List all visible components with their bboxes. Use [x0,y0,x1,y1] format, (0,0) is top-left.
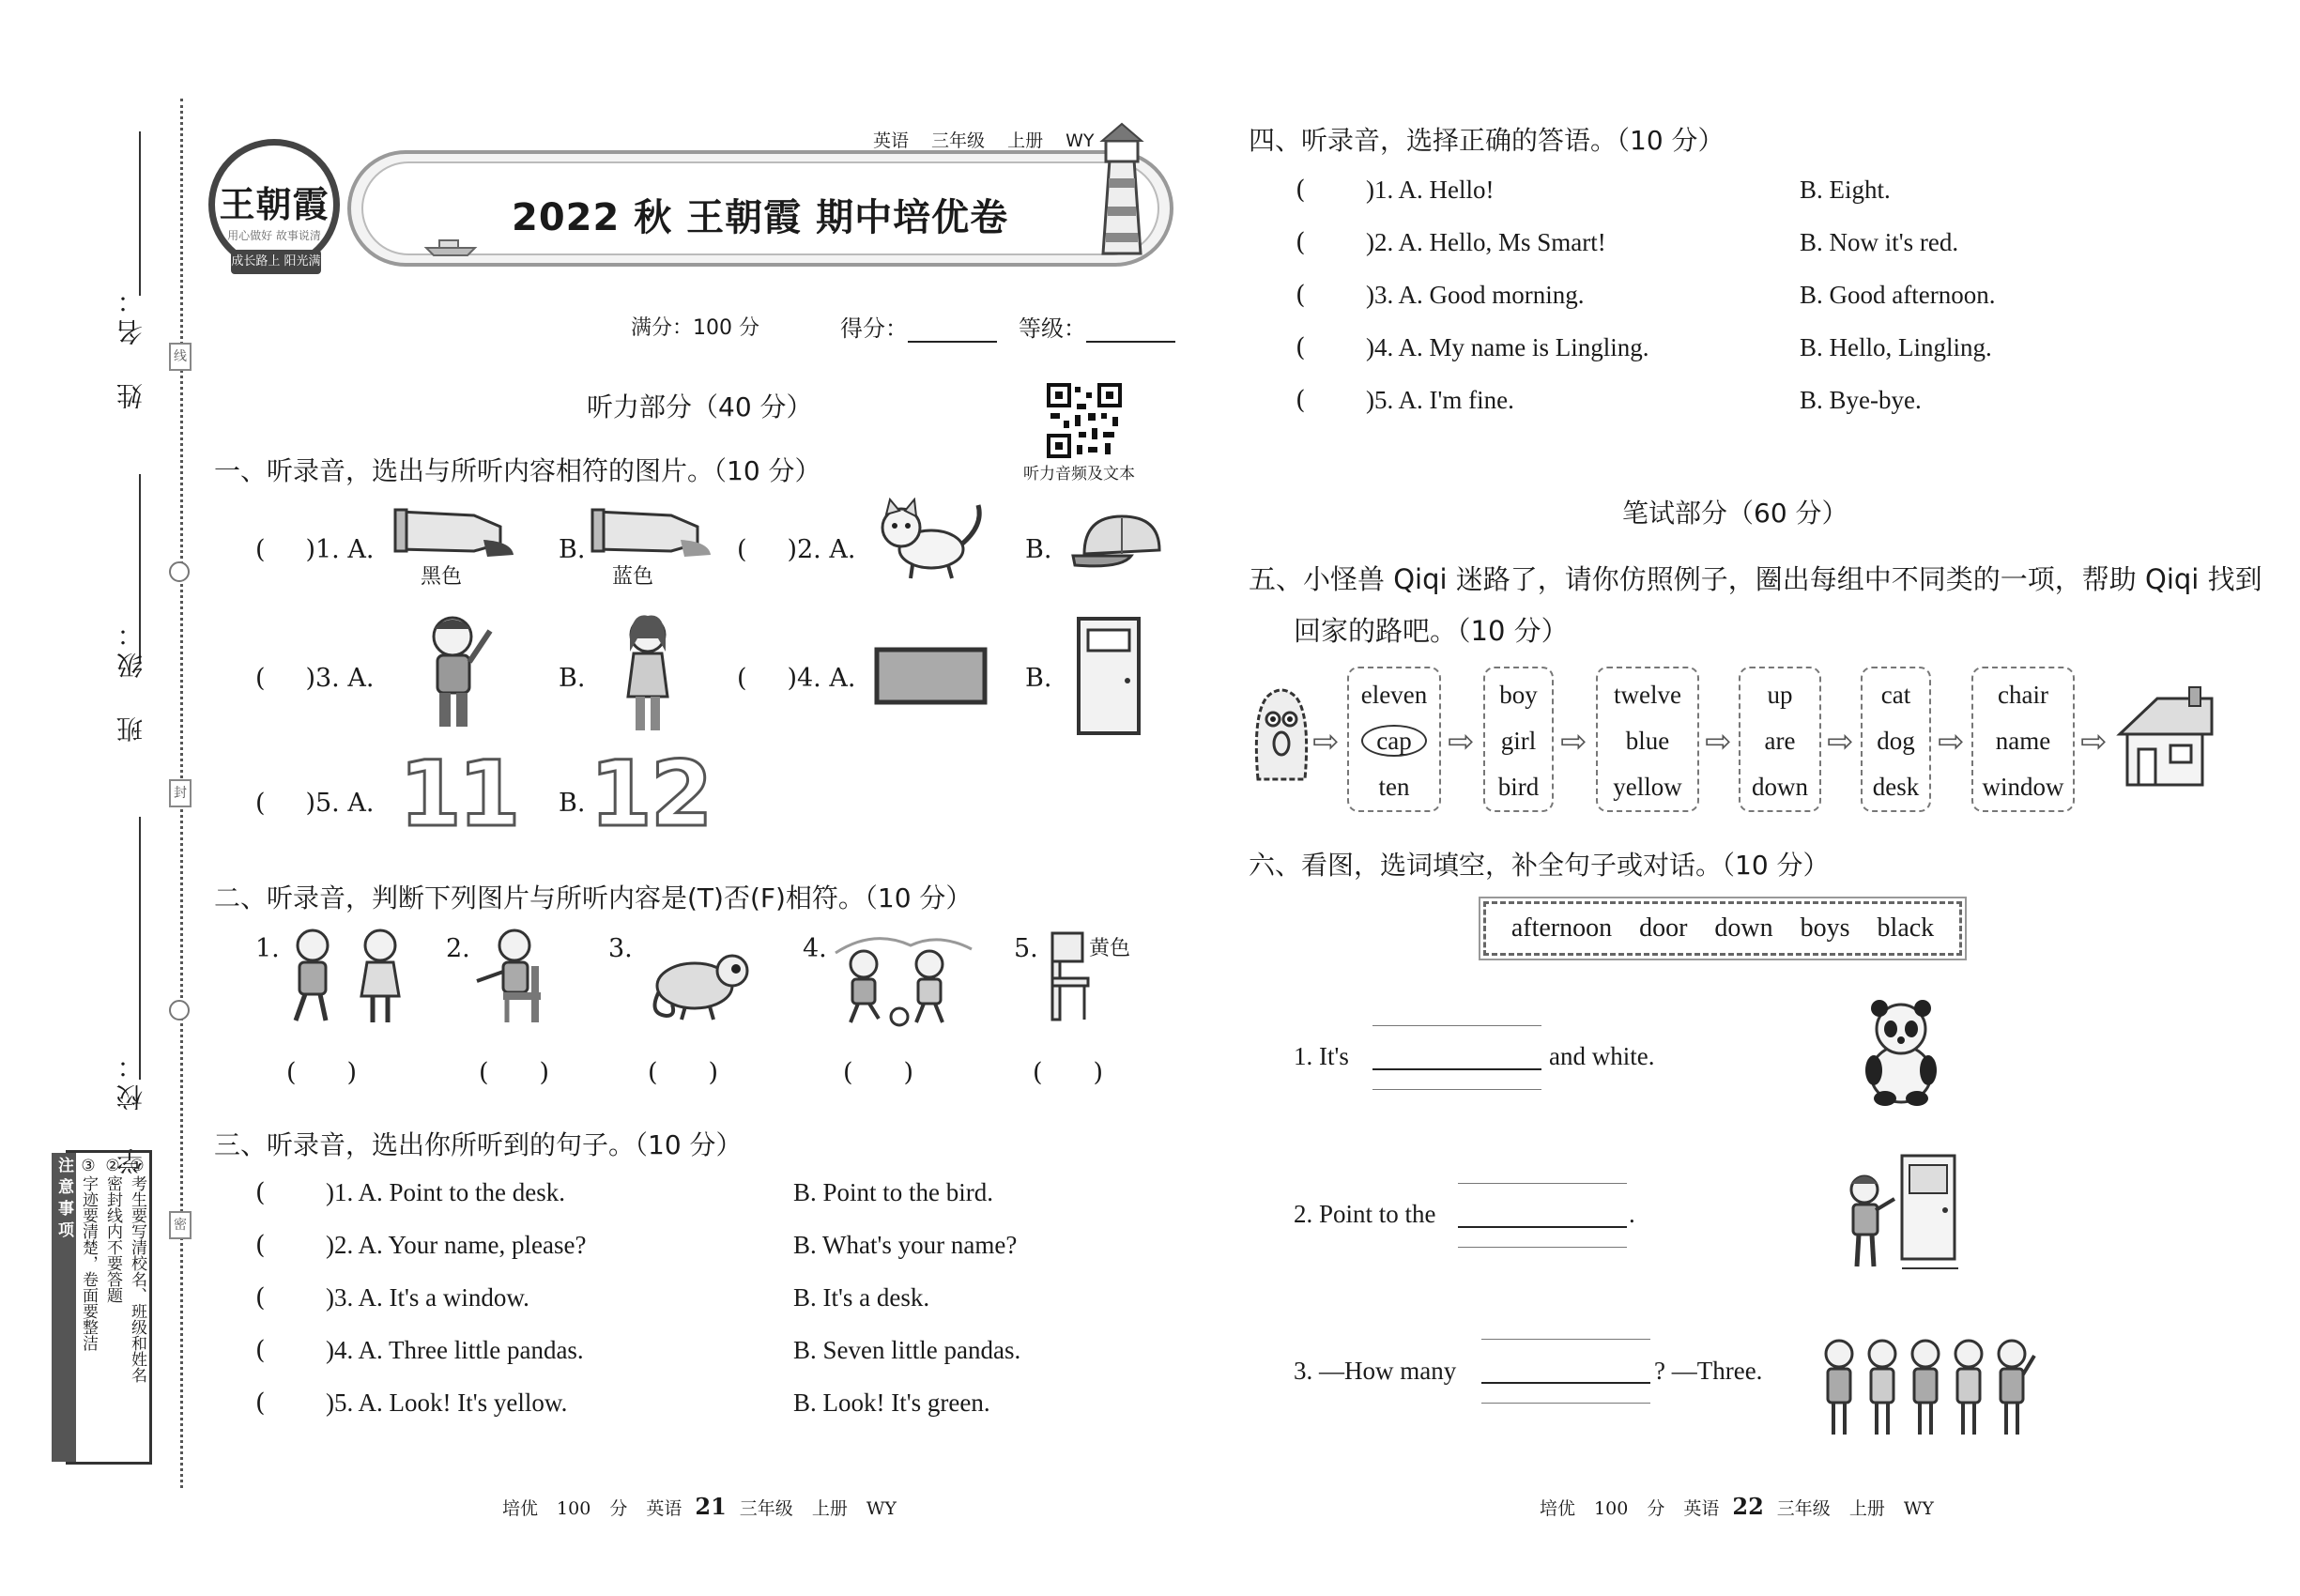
section-2-heading: 二、听录音，判断下列图片与所听内容是(T)否(F)相符。（10 分） [214,882,973,913]
group-of-children-icon [1817,1333,2037,1441]
boat-icon [422,235,479,257]
monster-qiqi-icon [1249,685,1314,789]
s4-option-b: B. Bye-bye. [1800,386,1922,414]
s2-num-2: 2. [446,934,470,963]
q3-prefix: 3. —How many [1294,1357,1457,1385]
s2-num-3: 3. [608,934,633,963]
s3-option-b: B. It's a desk. [793,1283,930,1312]
word-group [1347,667,1441,812]
q3-answer-lines[interactable] [1481,1339,1650,1404]
s4-option-a: )2. A. Hello, Ms Smart! [1366,228,1606,256]
notice-item: ③字迹要清楚，卷面要整洁 [79,1157,98,1351]
s1-item-1: ( )1. A. [255,535,375,564]
two-kids-waving-icon [277,925,408,1028]
s3-option-a: )4. A. Three little pandas. [326,1336,584,1364]
arrow-icon: ⇨ [2080,723,2108,760]
house-icon [2114,685,2217,789]
boys-playing-football-icon [826,925,976,1028]
word[interactable]: up [1767,681,1793,709]
class-label: 班 级： [115,615,146,743]
answer-paren[interactable]: ( [1296,176,1306,205]
lighthouse-icon [1080,122,1164,263]
s1-item-3: ( )3. A. [255,664,375,693]
blackboard-icon[interactable] [873,646,990,707]
s2-num-1: 1. [255,934,280,963]
boy-pointing-door-icon [1840,1150,1962,1272]
black-paint-tube-icon[interactable] [390,502,516,559]
word-circled-example[interactable]: cap [1349,718,1439,764]
name-line [139,131,141,296]
cap-icon[interactable] [1066,507,1173,577]
word[interactable]: desk [1872,773,1920,801]
logo-ribbon: 成长路上 阳光满天 [231,250,321,274]
boy-with-bat-icon[interactable] [413,610,498,737]
q3-suffix: ? —Three. [1654,1357,1763,1385]
arrow-icon: ⇨ [1448,723,1475,760]
s2-paren-5[interactable]: ( ) [1033,1058,1104,1087]
written-heading: 笔试部分（60 分） [1622,498,1848,529]
word-group [1861,667,1931,812]
caption-blue: 蓝色 [612,565,654,589]
page-title: 2022 秋 王朝霞 期中培优卷 [512,196,1009,239]
subject-line: 英语 三年级 上册 WY [873,130,1095,151]
s1-opt-b: B. [1025,664,1052,693]
answer-paren[interactable]: ( [255,1336,266,1365]
school-label: 学 校： [115,1047,146,1174]
answer-paren[interactable]: ( [1296,281,1306,310]
q2-suffix: . [1629,1200,1635,1228]
s4-option-a: )5. A. I'm fine. [1366,386,1514,414]
blue-paint-tube-icon[interactable] [587,502,713,559]
s4-option-b: B. Good afternoon. [1800,281,1996,309]
s4-option-b: B. Hello, Lingling. [1800,333,1992,361]
door-icon[interactable] [1075,615,1145,737]
chair-icon [1047,929,1094,1023]
word[interactable]: bird [1497,773,1540,801]
section-1-heading: 一、听录音，选出与所听内容相符的图片。（10 分） [214,455,821,486]
word-group [1739,667,1821,812]
word[interactable]: cat [1880,681,1911,709]
section-4-heading: 四、听录音，选择正确的答语。（10 分） [1249,125,1725,156]
s4-option-a: )4. A. My name is Lingling. [1366,333,1649,361]
arrow-icon: ⇨ [1705,723,1732,760]
name-label: 姓 名： [115,282,146,409]
qr-caption: 听力音频及文本 [1023,465,1135,483]
word-group [1971,667,2075,812]
word[interactable]: are [1764,727,1796,755]
s1-opt-b: B. [559,789,586,818]
word[interactable]: blue [1625,727,1670,755]
notice-item: ②密封线内不要答题 [103,1157,122,1303]
score-label: 得分： [840,315,908,342]
arrow-icon: ⇨ [1938,723,1965,760]
caption-yellow: 黄色 [1089,937,1131,960]
s3-option-a: )2. A. Your name, please? [326,1231,587,1259]
q1-suffix: and white. [1549,1042,1655,1070]
full-score: 满分：100 分 [631,316,759,340]
section-6-heading: 六、看图，选词填空，补全句子或对话。（10 分） [1249,850,1830,881]
s2-paren-2[interactable]: ( ) [479,1058,550,1087]
answer-paren[interactable]: ( [255,1231,266,1260]
section-5-heading-2: 回家的路吧。（10 分） [1294,615,1569,647]
q1-answer-lines[interactable] [1372,1025,1541,1091]
s2-num-5: 5. [1014,934,1038,963]
s3-option-a: )5. A. Look! It's yellow. [326,1389,568,1417]
s2-paren-4[interactable]: ( ) [843,1058,914,1087]
word[interactable]: girl [1500,727,1537,755]
page-number: 21 [695,1493,727,1520]
answer-paren[interactable]: ( [1296,386,1306,415]
cut-mark-xian: 线 [169,343,192,371]
s1-item-5: ( )5. A. [255,789,375,818]
word[interactable]: yellow [1613,773,1682,801]
s3-option-b: B. Point to the bird. [793,1178,994,1206]
notice-title: 注意事项 [52,1153,76,1462]
qr-code-icon[interactable] [1047,383,1122,458]
answer-paren[interactable]: ( [1296,333,1306,362]
word[interactable]: dog [1877,727,1915,755]
word[interactable]: ten [1378,773,1410,801]
word[interactable]: down [1752,773,1808,801]
s3-option-b: B. Seven little pandas. [793,1336,1021,1364]
answer-paren[interactable]: ( [1296,228,1306,257]
s1-item-2: ( )2. A. [737,535,856,564]
s3-option-b: B. What's your name? [793,1231,1018,1259]
number-11-image[interactable]: 11 [399,742,517,847]
arrow-icon: ⇨ [1560,723,1587,760]
logo-text: 王朝霞 [219,183,330,225]
girl-icon[interactable] [615,610,681,737]
punch-hole [169,1000,190,1021]
page-number: 22 [1732,1493,1764,1520]
s2-paren-1[interactable]: ( ) [286,1058,358,1087]
grade-field[interactable] [1019,310,1175,343]
cut-mark-mi: 密 [169,1211,192,1239]
s3-option-a: )3. A. It's a window. [326,1283,529,1312]
s4-option-b: B. Now it's red. [1800,228,1959,256]
word-group [1483,667,1554,812]
answer-paren[interactable]: ( [255,1283,266,1312]
q1-prefix: 1. It's [1294,1042,1349,1070]
section-3-heading: 三、听录音，选出你所听到的句子。（10 分） [214,1129,743,1160]
s4-option-b: B. Eight. [1800,176,1891,204]
s3-option-a: )1. A. Point to the desk. [326,1178,565,1206]
s4-option-a: )3. A. Good morning. [1366,281,1585,309]
word-bank: afternoon door down boys black [1483,901,1962,956]
grade-label: 等级： [1019,315,1086,342]
footer-right: 培优 100 分 英语 22 三年级 上册 WY [1540,1493,1934,1520]
word[interactable]: name [1995,727,2051,755]
q2-prefix: 2. Point to the [1294,1200,1436,1228]
arrow-icon: ⇨ [1827,723,1854,760]
caption-black: 黑色 [421,565,463,589]
word[interactable]: window [1982,773,2064,801]
s1-opt-b: B. [1025,535,1052,564]
answer-paren[interactable]: ( [255,1389,266,1418]
word-group [1596,667,1699,812]
notice-box [54,1150,152,1465]
cat-icon[interactable] [873,498,995,582]
s2-paren-3[interactable]: ( ) [648,1058,719,1087]
chameleon-icon [648,939,756,1023]
arrow-icon: ⇨ [1312,723,1340,760]
word[interactable]: chair [1998,681,2048,709]
boy-sitting-on-chair-icon [469,925,563,1028]
s3-option-b: B. Look! It's green. [793,1389,990,1417]
number-12-image[interactable]: 12 [590,742,712,847]
notice-item: ①考生要写清校名、班级和姓名 [128,1157,146,1383]
cut-mark-feng: 封 [169,779,192,807]
panda-icon [1859,995,1943,1108]
punch-hole [169,561,190,582]
word[interactable]: boy [1499,681,1538,709]
school-line [139,817,141,1080]
footer-left: 培优 100 分 英语 21 三年级 上册 WY [502,1493,897,1520]
answer-paren[interactable]: ( [255,1178,266,1207]
s4-option-a: )1. A. Hello! [1366,176,1495,204]
q2-answer-lines[interactable] [1458,1183,1627,1249]
s1-item-4: ( )4. A. [737,664,856,693]
section-5-heading: 五、小怪兽 Qiqi 迷路了，请你仿照例子，圈出每组中不同类的一项，帮助 Qiqi 找到 [1249,563,2262,595]
logo-sub: 用心做好 故事说清 [227,229,321,242]
s1-opt-b: B. [559,535,586,564]
word[interactable]: eleven [1360,681,1428,709]
score-field[interactable] [840,310,997,343]
s2-num-4: 4. [803,934,827,963]
word[interactable]: twelve [1614,681,1681,709]
listening-heading: 听力部分（40 分） [587,391,813,422]
s1-opt-b: B. [559,664,586,693]
